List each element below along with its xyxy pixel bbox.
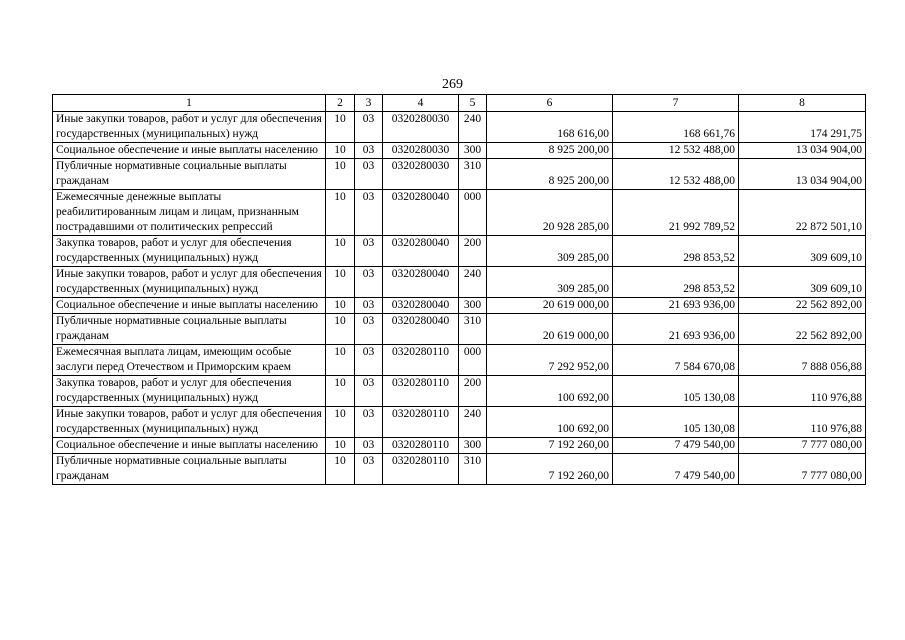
amount-col6-cell: 7 292 952,00: [487, 345, 613, 376]
expense-type-cell: 240: [459, 407, 487, 438]
target-article-cell: 0320280110: [383, 376, 459, 407]
target-article-cell: 0320280040: [383, 190, 459, 236]
row-name-cell: Социальное обеспечение и иные выплаты населению: [53, 143, 326, 159]
amount-col7-cell: 21 992 789,52: [613, 190, 739, 236]
row-name-cell: Иные закупки товаров, работ и услуг для обеспечения государственных (муниципальных) нужд: [53, 407, 326, 438]
expense-type-cell: 240: [459, 112, 487, 143]
amount-col6-cell: 7 192 260,00: [487, 438, 613, 454]
table-row: [53, 112, 866, 143]
expense-type-cell: 300: [459, 438, 487, 454]
amount-col8-cell: 110 976,88: [739, 407, 866, 438]
section-cell: 10: [326, 376, 355, 407]
subsection-cell: 03: [355, 376, 383, 407]
amount-col6-cell: 309 285,00: [487, 236, 613, 267]
table-body: [53, 95, 866, 485]
column-header: 6: [487, 95, 613, 112]
amount-col8-cell: 7 777 080,00: [739, 454, 866, 485]
amount-col8-cell: 309 609,10: [739, 267, 866, 298]
section-cell: 10: [326, 438, 355, 454]
amount-col8-cell: 7 777 080,00: [739, 438, 866, 454]
table-row: [53, 159, 866, 190]
budget-table: [52, 94, 866, 485]
section-cell: 10: [326, 112, 355, 143]
section-cell: 10: [326, 190, 355, 236]
row-name-cell: Публичные нормативные социальные выплаты гражданам: [53, 454, 326, 485]
amount-col8-cell: 22 562 892,00: [739, 298, 866, 314]
row-name-cell: Иные закупки товаров, работ и услуг для обеспечения государственных (муниципальных) нужд: [53, 267, 326, 298]
amount-col8-cell: 22 872 501,10: [739, 190, 866, 236]
table-row: [53, 143, 866, 159]
table-header-row: [53, 95, 866, 112]
target-article-cell: 0320280110: [383, 438, 459, 454]
section-cell: 10: [326, 298, 355, 314]
table-row: [53, 438, 866, 454]
subsection-cell: 03: [355, 407, 383, 438]
amount-col6-cell: 100 692,00: [487, 376, 613, 407]
table-row: [53, 236, 866, 267]
section-cell: 10: [326, 143, 355, 159]
expense-type-cell: 200: [459, 236, 487, 267]
target-article-cell: 0320280030: [383, 159, 459, 190]
amount-col6-cell: 20 619 000,00: [487, 314, 613, 345]
expense-type-cell: 240: [459, 267, 487, 298]
column-header: 7: [613, 95, 739, 112]
amount-col7-cell: 168 661,76: [613, 112, 739, 143]
section-cell: 10: [326, 454, 355, 485]
amount-col8-cell: 7 888 056,88: [739, 345, 866, 376]
amount-col7-cell: 7 479 540,00: [613, 438, 739, 454]
section-cell: 10: [326, 314, 355, 345]
table-row: [53, 267, 866, 298]
page-number: 269: [442, 77, 463, 92]
row-name-cell: Закупка товаров, работ и услуг для обеспечения государственных (муниципальных) нужд: [53, 376, 326, 407]
table-row: [53, 407, 866, 438]
amount-col7-cell: 7 584 670,08: [613, 345, 739, 376]
target-article-cell: 0320280030: [383, 143, 459, 159]
target-article-cell: 0320280030: [383, 112, 459, 143]
expense-type-cell: 310: [459, 314, 487, 345]
section-cell: 10: [326, 345, 355, 376]
row-name-cell: Публичные нормативные социальные выплаты гражданам: [53, 314, 326, 345]
target-article-cell: 0320280040: [383, 298, 459, 314]
row-name-cell: Публичные нормативные социальные выплаты гражданам: [53, 159, 326, 190]
expense-type-cell: 000: [459, 190, 487, 236]
section-cell: 10: [326, 267, 355, 298]
amount-col7-cell: 105 130,08: [613, 376, 739, 407]
amount-col7-cell: 21 693 936,00: [613, 314, 739, 345]
target-article-cell: 0320280110: [383, 454, 459, 485]
row-name-cell: Социальное обеспечение и иные выплаты населению: [53, 438, 326, 454]
column-header: 5: [459, 95, 487, 112]
subsection-cell: 03: [355, 267, 383, 298]
subsection-cell: 03: [355, 314, 383, 345]
amount-col8-cell: 309 609,10: [739, 236, 866, 267]
section-cell: 10: [326, 407, 355, 438]
amount-col8-cell: 174 291,75: [739, 112, 866, 143]
expense-type-cell: 200: [459, 376, 487, 407]
subsection-cell: 03: [355, 345, 383, 376]
row-name-cell: Ежемесячная выплата лицам, имеющим особые заслуги перед Отечеством и Приморским краем: [53, 345, 326, 376]
amount-col7-cell: 12 532 488,00: [613, 159, 739, 190]
amount-col7-cell: 12 532 488,00: [613, 143, 739, 159]
target-article-cell: 0320280040: [383, 314, 459, 345]
target-article-cell: 0320280040: [383, 267, 459, 298]
table-row: [53, 454, 866, 485]
amount-col8-cell: 22 562 892,00: [739, 314, 866, 345]
column-header: 2: [326, 95, 355, 112]
column-header: 1: [53, 95, 326, 112]
subsection-cell: 03: [355, 190, 383, 236]
row-name-cell: Закупка товаров, работ и услуг для обеспечения государственных (муниципальных) нужд: [53, 236, 326, 267]
subsection-cell: 03: [355, 236, 383, 267]
amount-col6-cell: 8 925 200,00: [487, 159, 613, 190]
amount-col7-cell: 105 130,08: [613, 407, 739, 438]
target-article-cell: 0320280110: [383, 407, 459, 438]
column-header: 4: [383, 95, 459, 112]
subsection-cell: 03: [355, 143, 383, 159]
amount-col7-cell: 298 853,52: [613, 267, 739, 298]
table-row: [53, 190, 866, 236]
target-article-cell: 0320280040: [383, 236, 459, 267]
amount-col6-cell: 309 285,00: [487, 267, 613, 298]
amount-col7-cell: 21 693 936,00: [613, 298, 739, 314]
target-article-cell: 0320280110: [383, 345, 459, 376]
expense-type-cell: 300: [459, 298, 487, 314]
amount-col6-cell: 20 928 285,00: [487, 190, 613, 236]
row-name-cell: Иные закупки товаров, работ и услуг для обеспечения государственных (муниципальных) нужд: [53, 112, 326, 143]
amount-col6-cell: 168 616,00: [487, 112, 613, 143]
subsection-cell: 03: [355, 112, 383, 143]
amount-col8-cell: 110 976,88: [739, 376, 866, 407]
row-name-cell: Социальное обеспечение и иные выплаты населению: [53, 298, 326, 314]
amount-col6-cell: 7 192 260,00: [487, 454, 613, 485]
amount-col8-cell: 13 034 904,00: [739, 159, 866, 190]
subsection-cell: 03: [355, 159, 383, 190]
expense-type-cell: 000: [459, 345, 487, 376]
row-name-cell: Ежемесячные денежные выплаты реабилитированным лицам и лицам, признанным пострадавшими от политических репрессий: [53, 190, 326, 236]
expense-type-cell: 310: [459, 454, 487, 485]
column-header: 3: [355, 95, 383, 112]
section-cell: 10: [326, 236, 355, 267]
table-row: [53, 314, 866, 345]
subsection-cell: 03: [355, 438, 383, 454]
expense-type-cell: 300: [459, 143, 487, 159]
amount-col6-cell: 20 619 000,00: [487, 298, 613, 314]
amount-col6-cell: 8 925 200,00: [487, 143, 613, 159]
column-header: 8: [739, 95, 866, 112]
expense-type-cell: 310: [459, 159, 487, 190]
amount-col6-cell: 100 692,00: [487, 407, 613, 438]
amount-col7-cell: 7 479 540,00: [613, 454, 739, 485]
table-row: [53, 376, 866, 407]
table-row: [53, 345, 866, 376]
table-row: [53, 298, 866, 314]
section-cell: 10: [326, 159, 355, 190]
amount-col8-cell: 13 034 904,00: [739, 143, 866, 159]
subsection-cell: 03: [355, 454, 383, 485]
amount-col7-cell: 298 853,52: [613, 236, 739, 267]
subsection-cell: 03: [355, 298, 383, 314]
